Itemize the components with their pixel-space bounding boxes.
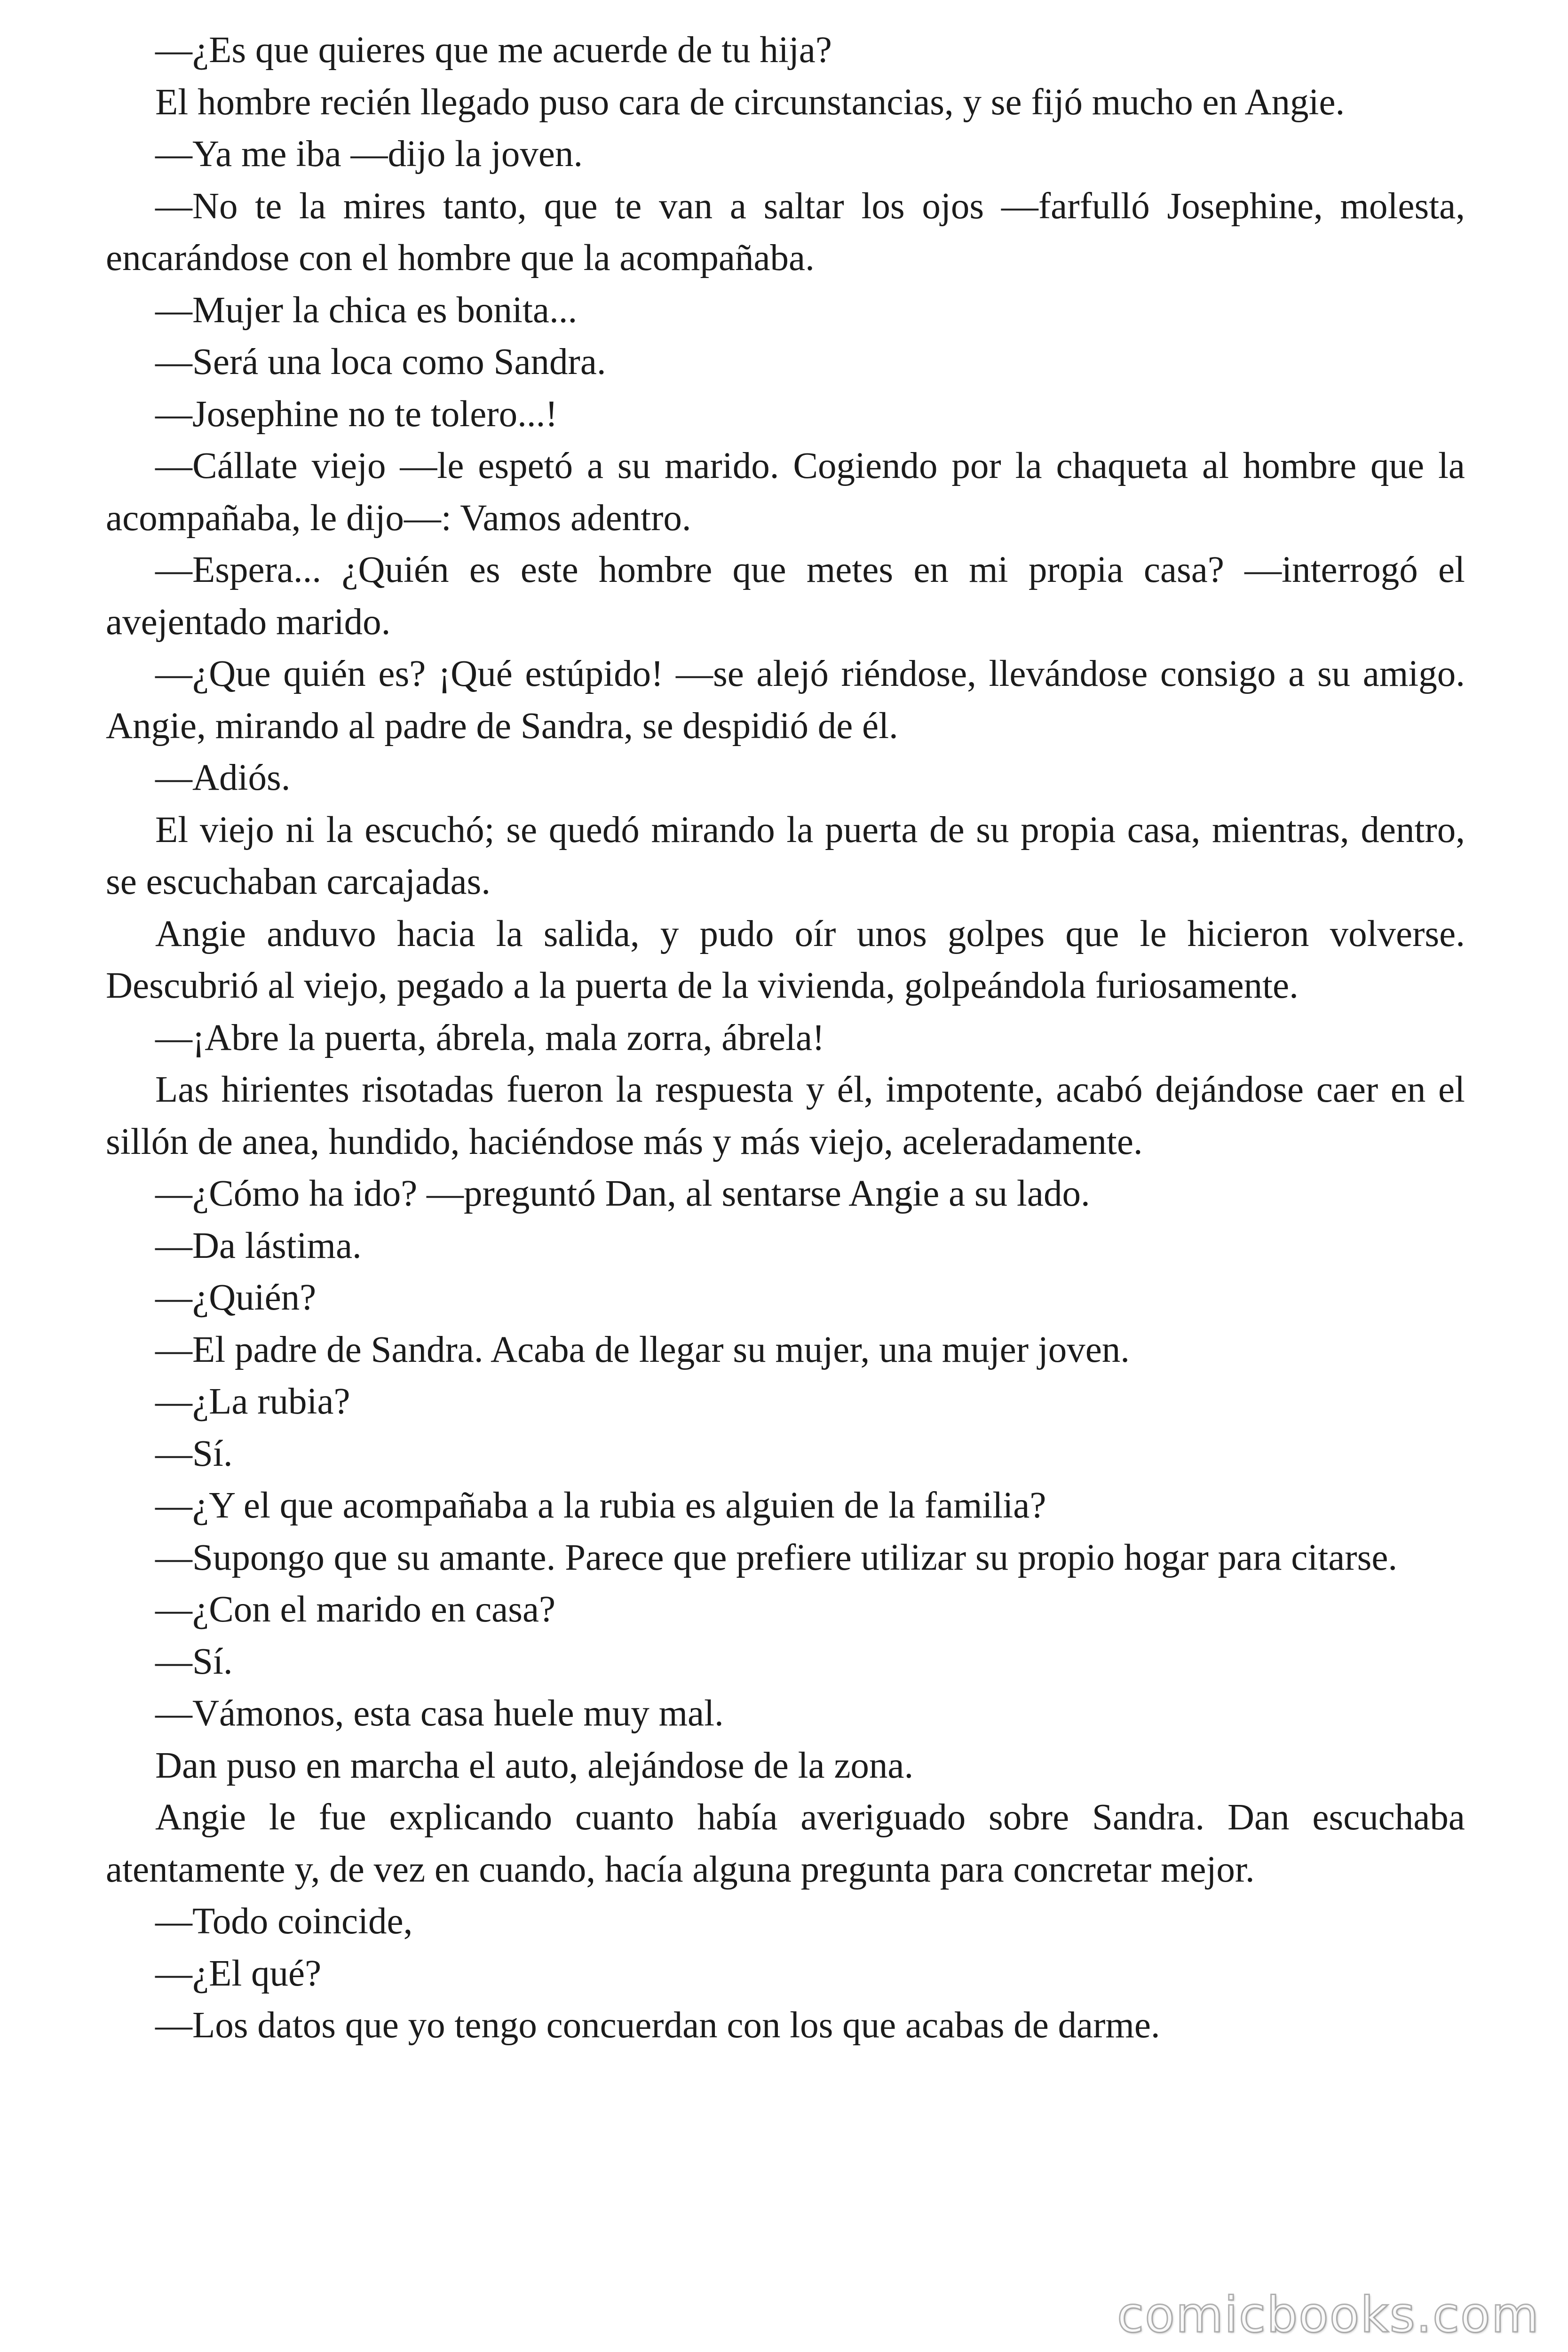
paragraph: —¿Con el marido en casa? — [155, 1589, 556, 1630]
paragraph: —Cállate viejo —le espetó a su marido. Cogiendo por la chaqueta al hombre que la acompañaba, le dijo—: Vamos adentro. — [106, 445, 1465, 539]
paragraph: —Da lástima. — [155, 1225, 362, 1266]
paragraph: —Ya me iba —dijo la joven. — [155, 134, 583, 175]
paragraph: —Sí. — [155, 1641, 233, 1682]
watermark: comicbooks.com — [1117, 2286, 1540, 2344]
paragraph: —Mujer la chica es bonita... — [155, 289, 578, 331]
paragraph: —¡Abre la puerta, ábrela, mala zorra, ábrela! — [155, 1017, 825, 1058]
paragraph: El viejo ni la escuchó; se quedó mirando la puerta de su propia casa, mientras, dentro, se escuchaban carcajadas. — [106, 809, 1465, 902]
paragraph: —Los datos que yo tengo concuerdan con los que acabas de darme. — [155, 2005, 1160, 2046]
paragraph: —Sí. — [155, 1433, 233, 1474]
paragraph: —¿El qué? — [155, 1953, 322, 1994]
paragraph: —Josephine no te tolero...! — [155, 393, 558, 435]
paragraph: —¿Quién? — [155, 1277, 317, 1318]
paragraph: Dan puso en marcha el auto, alejándose de la zona. — [155, 1745, 914, 1786]
paragraph: —¿La rubia? — [155, 1381, 350, 1422]
paragraph: —¿Cómo ha ido? —preguntó Dan, al sentarse Angie a su lado. — [155, 1173, 1090, 1214]
paragraph: Angie anduvo hacia la salida, y pudo oír unos golpes que le hicieron volverse. Descubrió al viejo, pegado a la puerta de la vivienda, golpeándola furiosamente. — [106, 913, 1465, 1006]
paragraph: —Será una loca como Sandra. — [155, 342, 606, 382]
paragraph: —Todo coincide, — [155, 1901, 413, 1942]
paragraph: —Vámonos, esta casa huele muy mal. — [155, 1693, 724, 1734]
paragraph: —¿Que quién es? ¡Qué estúpido! —se alejó riéndose, llevándose consigo a su amigo. Angie, mirando al padre de Sandra, se despidió de él. — [106, 653, 1465, 747]
paragraph: —¿Es que quieres que me acuerde de tu hija? — [155, 30, 832, 71]
paragraph: —El padre de Sandra. Acaba de llegar su mujer, una mujer joven. — [155, 1329, 1130, 1370]
paragraph: —¿Y el que acompañaba a la rubia es alguien de la familia? — [155, 1485, 1046, 1526]
paragraph: —Espera... ¿Quién es este hombre que metes en mi propia casa? —interrogó el avejentado marido. — [106, 549, 1465, 643]
paragraph: —Adiós. — [155, 757, 291, 798]
paragraph: Las hirientes risotadas fueron la respuesta y él, impotente, acabó dejándose caer en el sillón de anea, hundido, haciéndose más y más viejo, aceleradamente. — [106, 1069, 1465, 1162]
paragraph: Angie le fue explicando cuanto había averiguado sobre Sandra. Dan escuchaba atentamente y, de vez en cuando, hacía alguna pregunta para concretar mejor. — [106, 1797, 1465, 1890]
paragraph: —No te la mires tanto, que te van a saltar los ojos —farfulló Josephine, molesta, encarándose con el hombre que la acompañaba. — [106, 185, 1465, 278]
document-page — [106, 24, 1465, 2052]
paragraph: —Supongo que su amante. Parece que prefiere utilizar su propio hogar para citarse. — [155, 1537, 1398, 1578]
paragraph: El hombre recién llegado puso cara de circunstancias, y se fijó mucho en Angie. — [155, 81, 1345, 123]
